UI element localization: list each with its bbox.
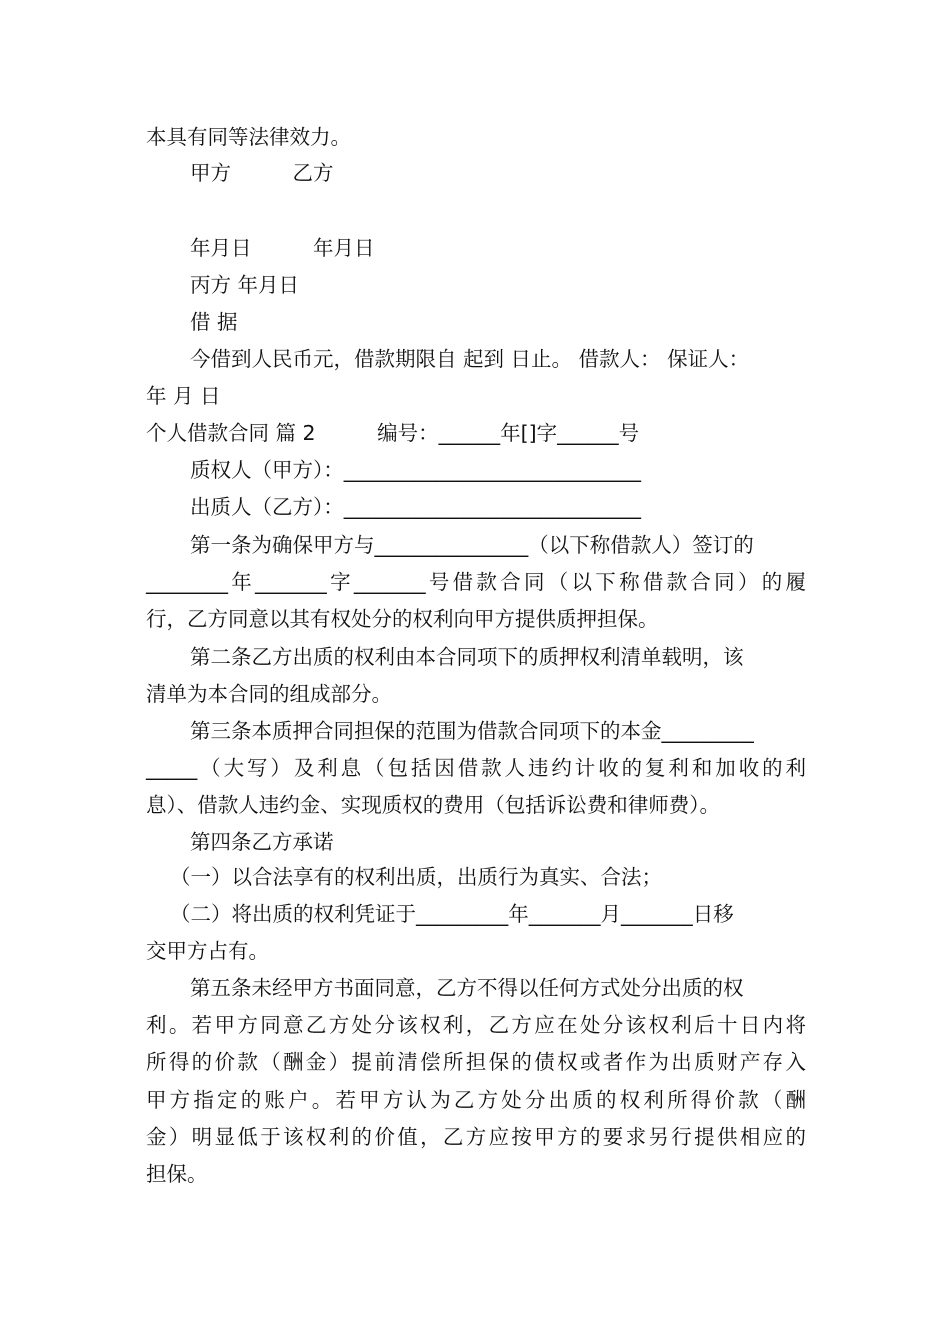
date-line: 年月日 年月日: [190, 236, 375, 260]
text-line: ________年_______字_______号借款合同（以下称借款合同）的履: [146, 570, 806, 594]
section-title-iou: 借 据: [190, 310, 238, 334]
text-line: 本具有同等法律效力。: [146, 125, 351, 149]
article-3: 第三条本质押合同担保的范围为借款合同项下的本金_________: [190, 719, 754, 743]
text-line: 年 月 日: [146, 384, 221, 408]
text-line: 交甲方占有。: [146, 939, 269, 963]
text-line: 利。若甲方同意乙方处分该权利，乙方应在处分该权利后十日内将: [146, 1013, 806, 1037]
clause-1: （一）以合法享有的权利出质，出质行为真实、合法；: [170, 865, 662, 889]
text-line: _____（大写）及利息（包括因借款人违约计收的复利和加收的利: [146, 756, 806, 780]
pledgor-line: 出质人（乙方）：_____________________________: [190, 495, 641, 519]
text-line: 金）明显低于该权利的价值，乙方应按甲方的要求另行提供相应的: [146, 1125, 806, 1149]
text-line: 息）、借款人违约金、实现质权的费用（包括诉讼费和律师费）。: [146, 793, 720, 817]
text-line: 所得的价款（酬金）提前清偿所担保的债权或者作为出质财产存入: [146, 1050, 806, 1074]
pledgee-line: 质权人（甲方）：_____________________________: [190, 458, 641, 482]
article-1: 第一条为确保甲方与_______________（以下称借款人）签订的: [190, 533, 754, 557]
clause-2: （二）将出质的权利凭证于_________年_______月_______日移: [170, 902, 734, 926]
article-4: 第四条乙方承诺: [190, 830, 334, 854]
article-5: 第五条未经甲方书面同意，乙方不得以任何方式处分出质的权: [190, 976, 744, 1000]
article-2: 第二条乙方出质的权利由本合同项下的质押权利清单载明，该: [190, 645, 744, 669]
text-line: 担保。: [146, 1162, 208, 1186]
text-line: 清单为本合同的组成部分。: [146, 682, 392, 706]
text-line: 今借到人民币元，借款期限自 起到 日止。 借款人： 保证人：: [190, 347, 750, 371]
signature-parties-line: 甲方 乙方: [190, 161, 334, 185]
text-line: 甲方指定的账户。若甲方认为乙方处分出质的权利所得价款（酬: [146, 1088, 806, 1112]
text-line: 行，乙方同意以其有权处分的权利向甲方提供质押担保。: [146, 607, 659, 631]
party-c-line: 丙方 年月日: [190, 273, 300, 297]
contract-title: 个人借款合同 篇 2 编号：______年[]字______号: [146, 421, 640, 445]
